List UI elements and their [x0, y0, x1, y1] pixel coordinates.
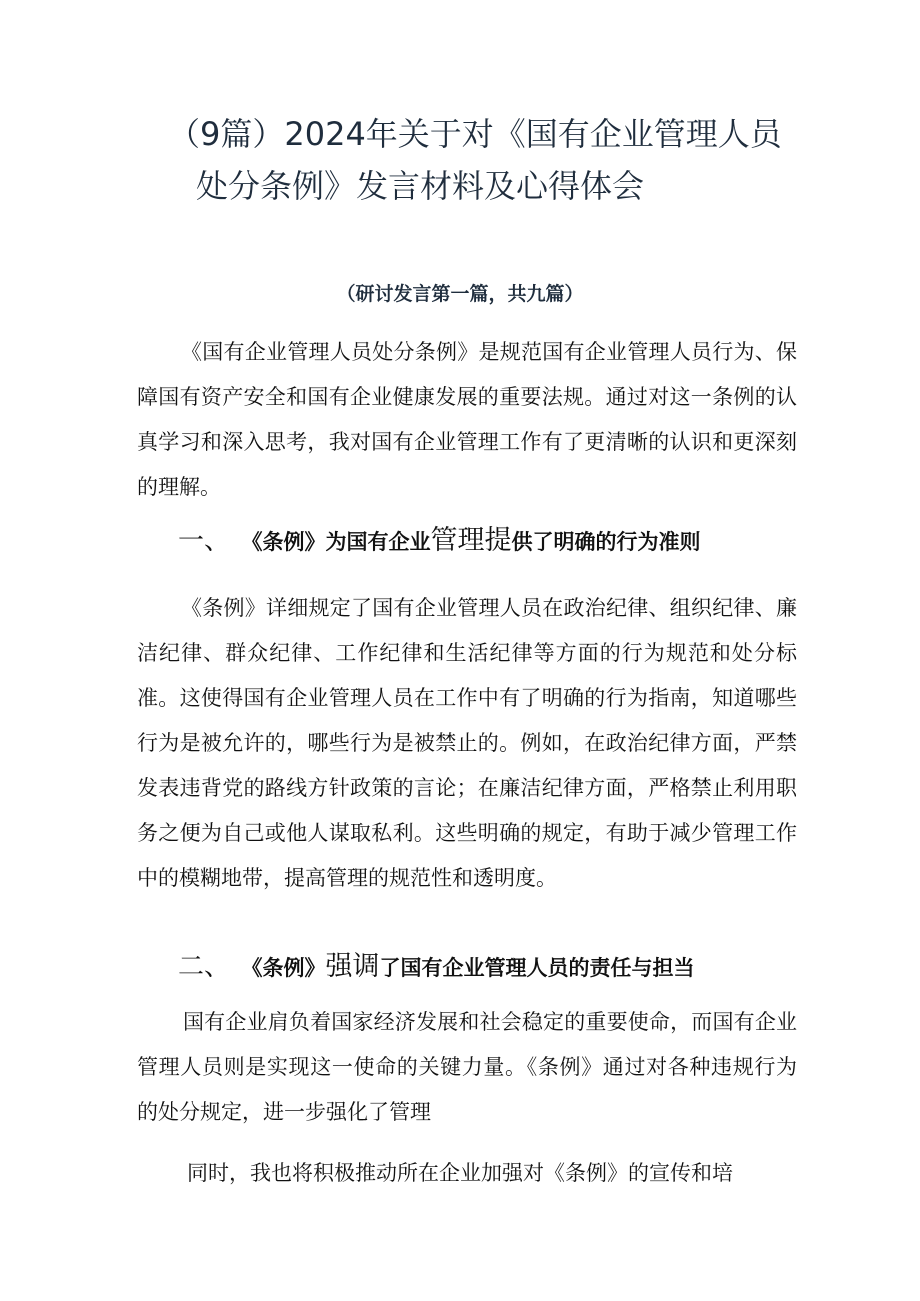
document-subtitle: （研讨发言第一篇，共九篇）: [336, 283, 584, 305]
section-number-1: 一、: [178, 526, 231, 556]
paragraph-section-1: 《条例》详细规定了国有企业管理人员在政治纪律、组织纪律、廉洁纪律、群众纪律、工作纪律和生活纪律等方面的行为规范和处分标准。这使得国有企业管理人员在工作中有了明确的行为指南，知道哪些行为是被允许的，哪些行为是被禁止的。例如，在政治纪律方面，严禁发表违背党的路线方针政策的言论；在廉洁纪律方面，严格禁止利用职务之便为自己或他人谋取私利。这些明确的规定，有助于减少管理工作中的模糊地带，提高管理的规范性和透明度。: [137, 596, 797, 890]
section-heading-2-part-a: 《条例》: [252, 956, 326, 980]
section-heading-1-part-a: 《条例》为国有企业: [252, 530, 431, 554]
document-title: [168, 108, 808, 212]
section-heading-2-part-big: 强调: [325, 951, 380, 982]
section-heading-2-part-b: 了国有企业管理人员的责任与担当: [379, 956, 695, 980]
paragraph-intro: 《国有企业管理人员处分条例》是规范国有企业管理人员行为、保障国有资产安全和国有企业健康发展的重要法规。通过对这一条例的认真学习和深入思考，我对国有企业管理工作有了更清晰的认识和更深刻的理解。: [137, 340, 797, 499]
section-heading-1-part-b: 供了明确的行为准则: [511, 530, 701, 554]
paragraph-continuation: 同时，我也将积极推动所在企业加强对《条例》的宣传和培: [187, 1161, 733, 1185]
title-line-2: 处分条例》发言材料及心得体会: [196, 167, 645, 205]
section-heading-1-part-big: 管理提: [430, 525, 512, 556]
paragraph-section-2: 国有企业肩负着国家经济发展和社会稳定的重要使命，而国有企业管理人员则是实现这一使命的关键力量。《条例》通过对各种违规行为的处分规定，进一步强化了管理: [137, 1010, 797, 1124]
section-heading-1: [178, 521, 818, 562]
title-line-1: （9篇）2024年关于对《国有企业管理人员: [168, 115, 782, 153]
section-heading-2: [178, 947, 818, 988]
section-number-2: 二、: [178, 952, 231, 982]
